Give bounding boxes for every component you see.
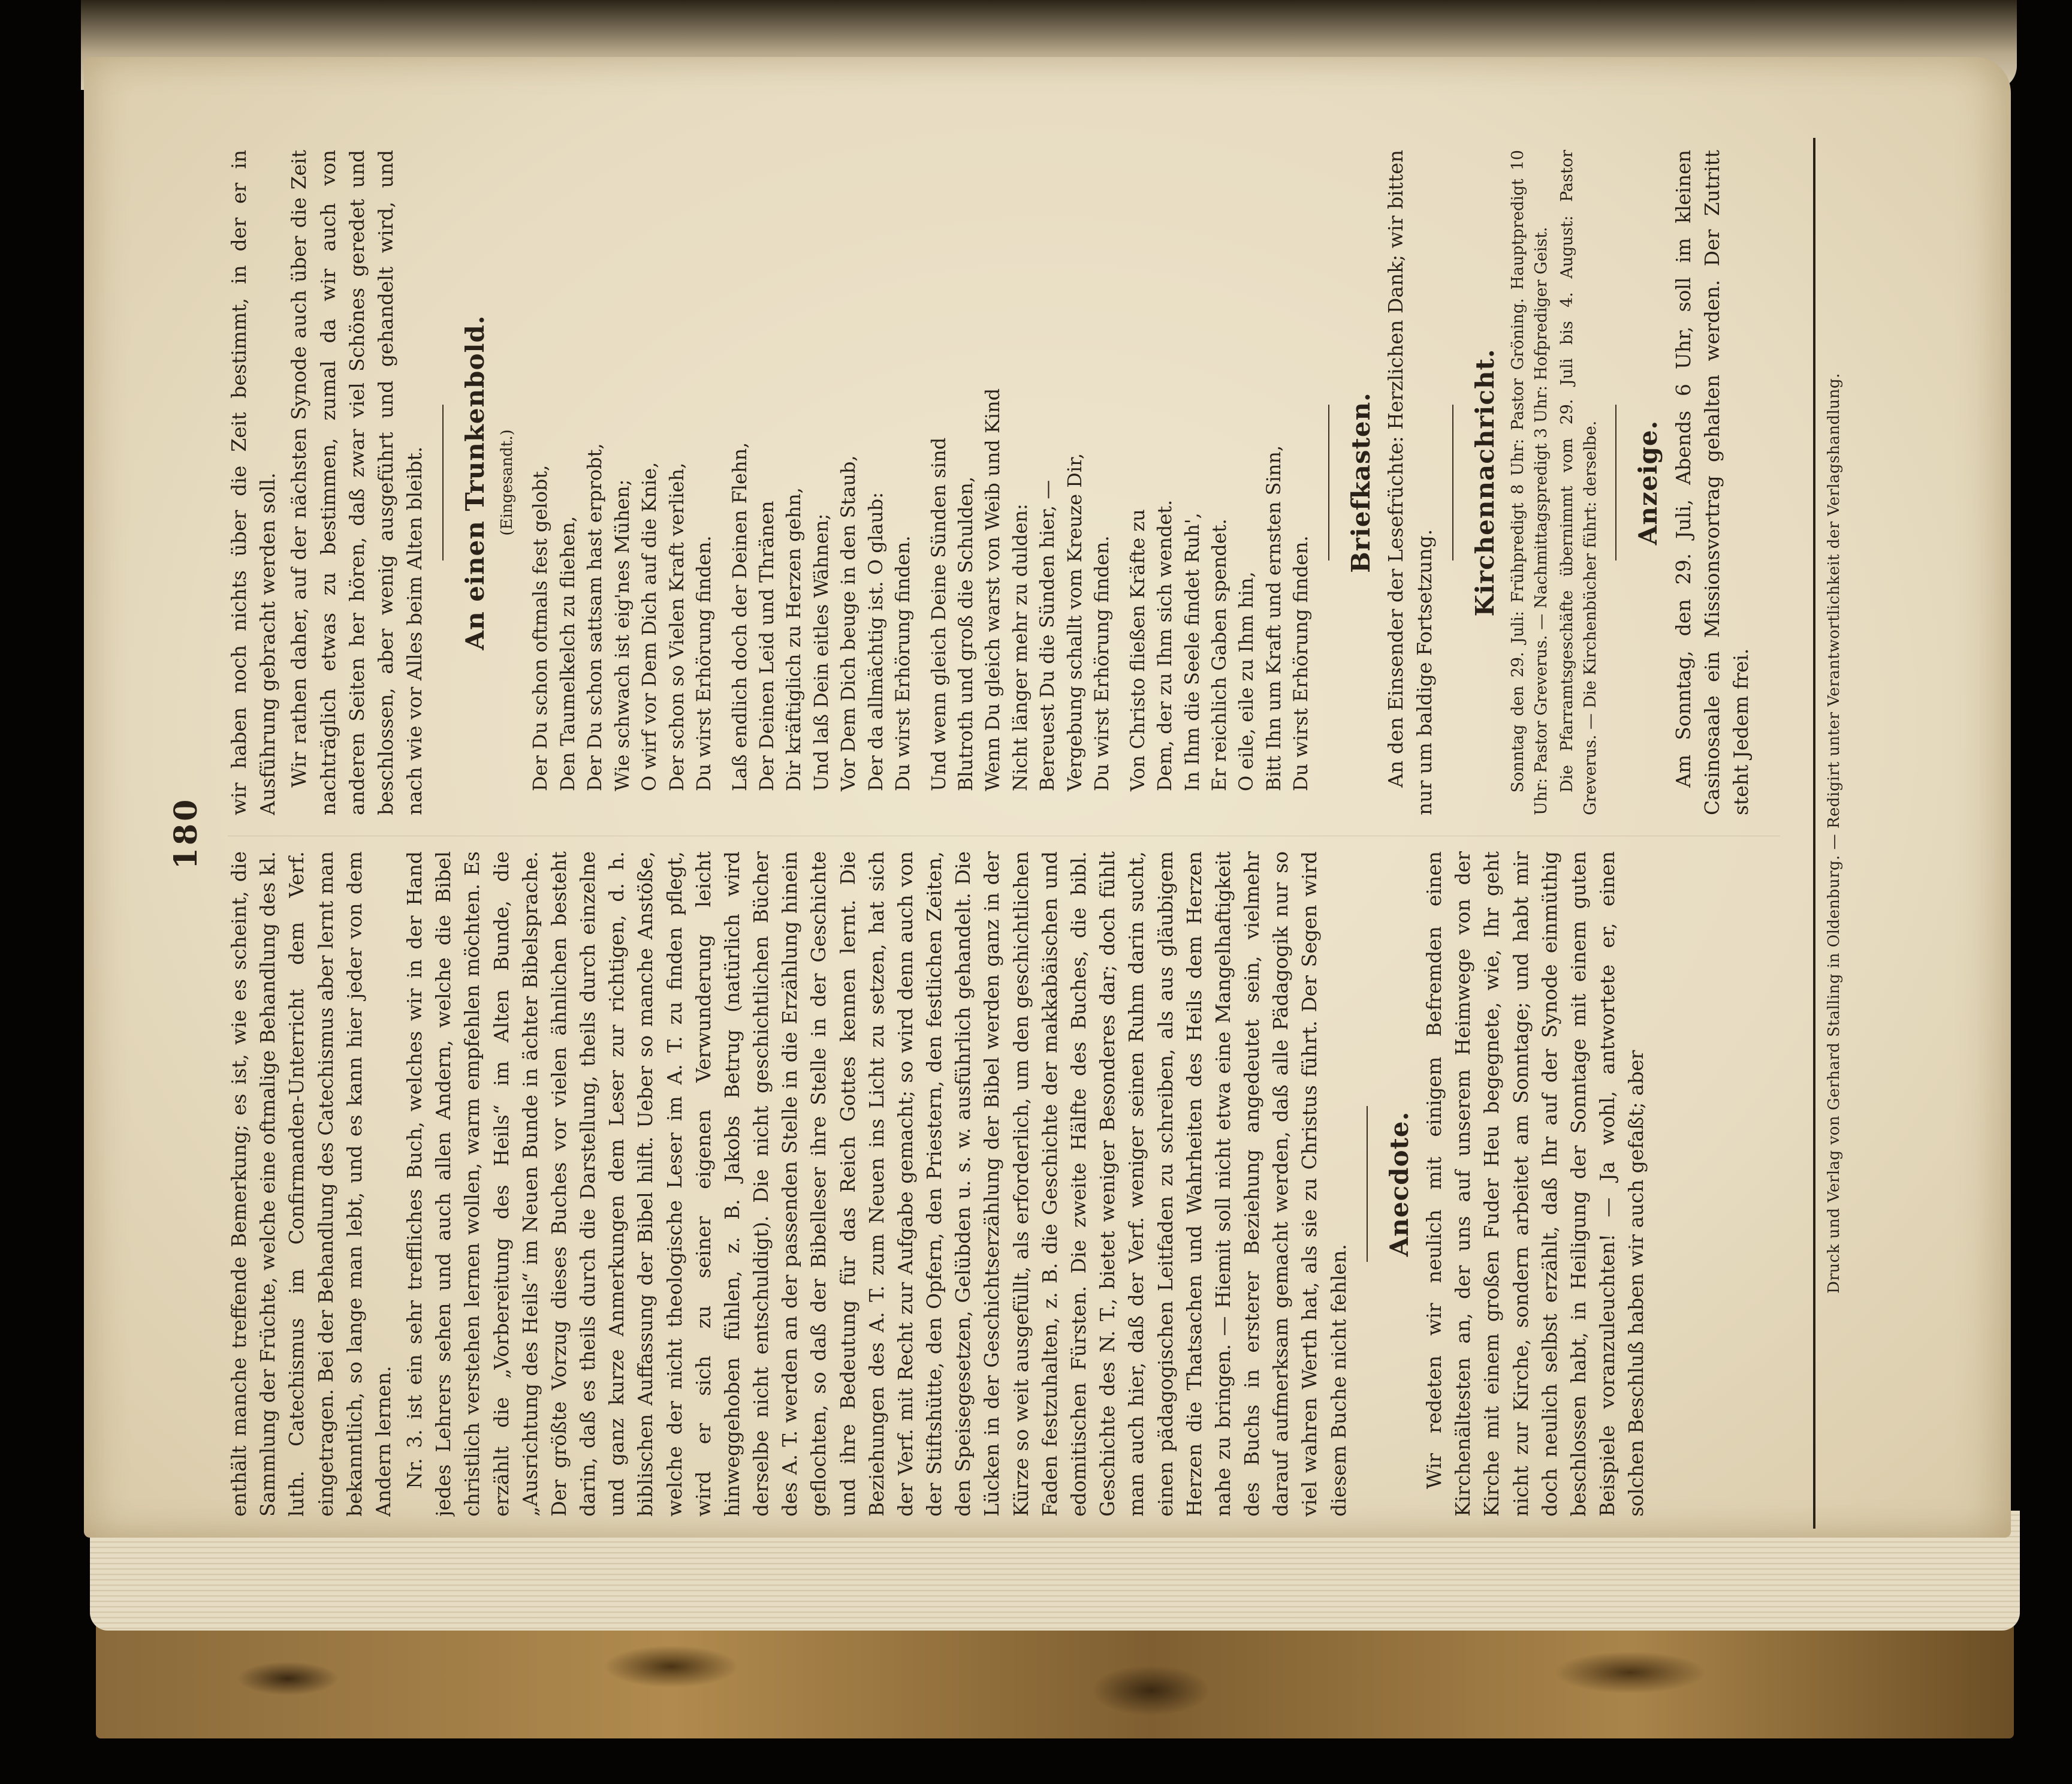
right-continuation-2: Wir rathen daher, auf der nächsten Synode auch über die Zeit nachträglich etwas zu bestimmen, zumal da wir auch von anderen Seiten her hören, daß zwar viel Schönes geredet und beschlossen, aber wenig ausgeführt und gehandelt wird, und nach wie vor Alles beim Alten bleibt.: [287, 150, 427, 815]
poem-line: Dir kräftiglich zu Herzen gehn,: [782, 487, 806, 791]
kirchennachricht-text-1: Sonntag den 29. Juli: Frühpredigt 8 Uhr: Pastor Gröning. Hauptpredigt 10 Uhr: Pastor Greverus. — Nachmittagspredigt 3 Uhr: Hofprediger Geist.: [1508, 150, 1551, 815]
poem-stanza-4: [1124, 150, 1315, 791]
poem-stanza-3: [925, 150, 1116, 791]
section-rule: [1328, 405, 1329, 560]
poem-stanza-2: [726, 150, 917, 791]
poem-line: Wenn Du gleich warst von Weib und Kind: [981, 388, 1005, 791]
left-paragraph-2: Nr. 3. ist ein sehr treffliches Buch, welches wir in der Hand jedes Lehrers sehen und auch allen Andern, welche die Bibel christlich verstehen lernen wollen, warm empfehlen möchten. Es erzählt die „Vorbereitung des Heils“ im Alten Bunde, die „Ausrichtung des Heils“ im Neuen Bunde in ächter Bibelsprache. Der größte Vorzug dieses Buches vor vielen ähnlichen besteht darin, daß es theils durch die Darstellung, theils durch einzelne und ganz kurze Anmerkungen dem Leser zur richtigen, d. h. biblischen Auffassung der Bibel hilft. Ueber so manche Anstöße, welche der nicht theologische Leser im A. T. zu finden pflegt, wird er sich zu seiner eigenen Verwunderung leicht hinweggehoben fühlen, z. B. Jakobs Betrug (natürlich wird derselbe nicht entschuldigt). Die nicht geschichtlichen Bücher des A. T. werden an der passenden Stelle in die Erzählung hinein geflochten, so daß der Bibelleser ihre Stelle in der Geschichte und ihre Bedeutung für das Reich Gottes kennen lernt. Die Beziehungen des A. T. zum Neuen ins Licht zu setzen, hat sich der Verf. mit Recht zur Aufgabe gemacht; so wird denn auch von der Stiftshütte, den Opfern, den Priestern, den festlichen Zeiten, den Speisegesetzen, Gelübden u. s. w. ausführlich gehandelt. Die Lücken in der Geschichtserzählung der Bibel werden ganz in der Kürze so weit ausgefüllt, als erforderlich, um den geschichtlichen Faden festzuhalten, z. B. die Geschichte der makkabäischen und edomitischen Fürsten. Die zweite Hälfte des Buches, die bibl. Geschichte des N. T., bietet weniger Besonderes dar; doch fühlt man auch hier, daß der Verf. weniger seinen Ruhm darin sucht, einen pädagogischen Leitfaden zu schreiben, als aus gläubigem Herzen die Thatsachen und Wahrheiten des Heils dem Herzen nahe zu bringen. — Hiemit soll nicht etwa eine Mangelhaftigkeit des Buchs in ersterer Beziehung angedeutet sein, vielmehr darauf aufmerksam gemacht werden, daß alle Pädagogik nur so viel wahren Werth hat, als sie zu Christus führt. Der Segen wird diesem Buche nicht fehlen.: [403, 851, 1350, 1517]
footer-rule: [1813, 138, 1815, 1529]
kirchennachricht-heading: Kirchennachricht.: [1470, 348, 1500, 617]
section-rule: [1615, 405, 1616, 560]
kirchennachricht-text-2: Die Pfarramtsgeschäfte übernimmt vom 29. Juli bis 4. August: Pastor Greverus. — Die Kirchenbücher führt: derselbe.: [1557, 150, 1600, 815]
anzeige-heading: Anzeige.: [1633, 420, 1663, 546]
poem-line: Du wirst Erhörung finden.: [1090, 535, 1114, 791]
poem-line: Den Taumelkelch zu fliehen,: [556, 516, 579, 791]
poem-line: Von Christo fließen Kräfte zu: [1126, 509, 1149, 791]
poem-line: Dem, der zu Ihm sich wendet.: [1153, 499, 1177, 791]
anecdote-heading: Anecdote.: [1384, 1111, 1414, 1257]
poem-stanza-1: [527, 150, 717, 791]
poem-line: Der da allmächtig ist. O glaub:: [864, 492, 887, 791]
briefkasten-text: An den Einsender der Lesefrüchte: Herzlichen Dank; wir bitten nur um baldige Fortsetzung.: [1384, 150, 1437, 815]
poem-note: (Eingesandt.): [497, 429, 516, 536]
poem-line: Du wirst Erhörung finden.: [891, 535, 915, 791]
poem-line: Vergebung schallt vom Kreuze Dir,: [1063, 453, 1086, 791]
anzeige-text: Am Sonntag, den 29. Juli, Abends 6 Uhr, soll im kleinen Casinosaale ein Missionsvortrag gehalten werden. Der Zutritt steht Jedem frei.: [1671, 150, 1753, 815]
briefkasten-heading: Briefkasten.: [1346, 392, 1376, 573]
poem-line: O eile, eile zu Ihm hin,: [1235, 571, 1258, 791]
section-rule: [1452, 405, 1453, 560]
poem-line: Bereuest Du die Sünden hier, —: [1036, 480, 1059, 791]
rotated-text-frame: [162, 138, 1960, 1529]
imprint-footer: Druck und Verlag von Gerhard Stalling in Oldenburg. — Redigirt unter Verantwortlichkeit der Verlagshandlung.: [1825, 373, 1843, 1294]
poem-line: Und laß Dein eitles Wähnen;: [809, 513, 833, 791]
poem-line: Er reichlich Gaben spendet.: [1207, 519, 1230, 791]
poem-line: Nicht länger mehr zu dulden:: [1008, 504, 1032, 791]
anecdote-text: Wir redeten wir neulich mit einigem Befremden einen Kirchenältesten an, der uns auf unserem Heimwege von der Kirche mit einem großen Fuder Heu begegnete, wie, Ihr geht nicht zur Kirche, sondern arbeitet am Sonntage; und habt mir doch neulich selbst erzählt, daß Ihr auf der Synode einmüthig beschlossen habt, in Heiligung der Sonntage mit einem guten Beispiele voranzuleuchten! — Ja wohl, antwortete er, einen solchen Beschluß haben wir auch gefaßt; aber: [1422, 851, 1648, 1517]
poem-heading: An einen Trunkenbold.: [460, 315, 490, 650]
poem-line: Vor Dem Dich beuge in den Staub,: [837, 455, 860, 791]
right-continuation-1: wir haben noch nichts über die Zeit bestimmt, in der er in Ausführung gebracht werden soll.: [227, 150, 280, 815]
poem-line: Wie schwach ist eig'nes Mühen;: [610, 479, 634, 791]
poem-line: Und wenn gleich Deine Sünden sind: [927, 437, 950, 791]
poem-line: O wirf vor Dem Dich auf die Knie,: [638, 462, 661, 791]
left-paragraph-1: enthält manche treffende Bemerkung; es ist, wie es scheint, die Sammlung der Früchte, welche eine oftmalige Behandlung des kl. luth. Catechismus im Confirmanden-Unterricht dem Verf. eingetragen. Bei der Behandlung des Catechismus aber lernt man bekanntlich, so lange man lebt, und es kann hier jeder von dem Andern lernen.: [227, 851, 395, 1517]
marbled-book-edge: [96, 1619, 2014, 1738]
left-column: [225, 851, 1783, 1517]
poem-line: Bitt Ihn um Kraft und ernsten Sinn,: [1262, 445, 1285, 791]
section-rule: [442, 405, 444, 560]
poem-line: Der Deinen Leid und Thränen: [755, 501, 778, 791]
poem-line: Der Du schon sattsam hast erprobt,: [583, 443, 607, 791]
section-rule: [1367, 1106, 1368, 1262]
poem-line: In Ihm die Seele findet Ruh',: [1180, 513, 1204, 791]
poem-line: Du wirst Erhörung finden.: [1289, 535, 1313, 791]
page-number: 180: [168, 797, 204, 870]
poem-line: Blutroth und groß die Schulden,: [954, 476, 978, 791]
poem-line: Laß endlich doch der Deinen Flehn,: [728, 442, 751, 791]
right-column: [225, 150, 1783, 815]
poem-line: Der Du schon oftmals fest gelobt,: [529, 465, 552, 791]
poem-line: Du wirst Erhörung finden.: [692, 535, 716, 791]
poem-line: Der schon so Vielen Kraft verlieh,: [665, 462, 688, 791]
